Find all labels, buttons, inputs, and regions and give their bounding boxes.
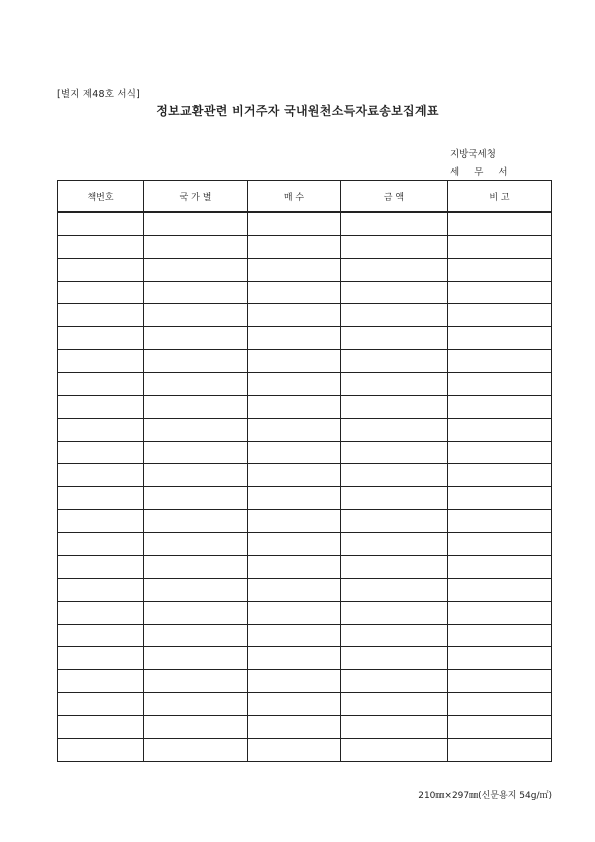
cell-country[interactable] (144, 670, 248, 693)
cell-amount[interactable] (341, 578, 448, 601)
cell-country[interactable] (144, 395, 248, 418)
cell-remarks[interactable] (448, 738, 552, 761)
cell-amount[interactable] (341, 715, 448, 738)
cell-amount[interactable] (341, 327, 448, 350)
cell-sheet-count[interactable] (248, 487, 341, 510)
cell-remarks[interactable] (448, 373, 552, 396)
table-row (58, 418, 552, 441)
cell-book-number[interactable] (58, 327, 144, 350)
table-body (58, 212, 552, 762)
cell-book-number[interactable] (58, 578, 144, 601)
table-row (58, 212, 552, 235)
cell-remarks[interactable] (448, 441, 552, 464)
cell-sheet-count[interactable] (248, 212, 341, 235)
cell-amount[interactable] (341, 670, 448, 693)
cell-country[interactable] (144, 738, 248, 761)
cell-remarks[interactable] (448, 601, 552, 624)
tax-office-label: 세 무 서 (450, 167, 514, 178)
table-row (58, 693, 552, 716)
cell-sheet-count[interactable] (248, 350, 341, 373)
cell-sheet-count[interactable] (248, 418, 341, 441)
cell-country[interactable] (144, 555, 248, 578)
cell-remarks[interactable] (448, 418, 552, 441)
cell-country[interactable] (144, 418, 248, 441)
cell-country[interactable] (144, 441, 248, 464)
table-row (58, 738, 552, 761)
cell-sheet-count[interactable] (248, 281, 341, 304)
cell-amount[interactable] (341, 555, 448, 578)
cell-remarks[interactable] (448, 258, 552, 281)
table-header-row (58, 181, 552, 213)
table-row (58, 281, 552, 304)
cell-amount[interactable] (341, 212, 448, 235)
table-row (58, 601, 552, 624)
header-remarks: 비 고 (448, 181, 552, 213)
cell-country[interactable] (144, 693, 248, 716)
cell-country[interactable] (144, 533, 248, 556)
cell-country[interactable] (144, 510, 248, 533)
paper-size-note: 210㎜×297㎜(신문용지 54g/㎡) (418, 791, 552, 801)
cell-remarks[interactable] (448, 464, 552, 487)
cell-amount[interactable] (341, 350, 448, 373)
cell-country[interactable] (144, 258, 248, 281)
cell-remarks[interactable] (448, 212, 552, 235)
cell-country[interactable] (144, 235, 248, 258)
table-row (58, 235, 552, 258)
cell-remarks[interactable] (448, 235, 552, 258)
cell-sheet-count[interactable] (248, 327, 341, 350)
cell-country[interactable] (144, 350, 248, 373)
table-row (58, 304, 552, 327)
cell-country[interactable] (144, 715, 248, 738)
cell-amount[interactable] (341, 281, 448, 304)
cell-amount[interactable] (341, 624, 448, 647)
cell-sheet-count[interactable] (248, 510, 341, 533)
cell-book-number[interactable] (58, 441, 144, 464)
cell-country[interactable] (144, 624, 248, 647)
table-row (58, 624, 552, 647)
cell-sheet-count[interactable] (248, 395, 341, 418)
cell-remarks[interactable] (448, 693, 552, 716)
cell-book-number[interactable] (58, 693, 144, 716)
cell-sheet-count[interactable] (248, 533, 341, 556)
cell-remarks[interactable] (448, 715, 552, 738)
cell-sheet-count[interactable] (248, 670, 341, 693)
header-country: 국 가 별 (144, 181, 248, 213)
cell-book-number[interactable] (58, 418, 144, 441)
cell-remarks[interactable] (448, 670, 552, 693)
cell-book-number[interactable] (58, 212, 144, 235)
cell-sheet-count[interactable] (248, 738, 341, 761)
cell-sheet-count[interactable] (248, 647, 341, 670)
cell-remarks[interactable] (448, 510, 552, 533)
cell-remarks[interactable] (448, 624, 552, 647)
cell-book-number[interactable] (58, 624, 144, 647)
cell-book-number[interactable] (58, 738, 144, 761)
cell-country[interactable] (144, 281, 248, 304)
cell-amount[interactable] (341, 601, 448, 624)
cell-remarks[interactable] (448, 327, 552, 350)
cell-amount[interactable] (341, 258, 448, 281)
cell-amount[interactable] (341, 373, 448, 396)
cell-sheet-count[interactable] (248, 624, 341, 647)
table-row (58, 510, 552, 533)
cell-amount[interactable] (341, 510, 448, 533)
cell-sheet-count[interactable] (248, 373, 341, 396)
cell-remarks[interactable] (448, 647, 552, 670)
form-number-label: [별지 제48호 서식] (57, 89, 141, 100)
cell-sheet-count[interactable] (248, 715, 341, 738)
table-row (58, 464, 552, 487)
cell-sheet-count[interactable] (248, 555, 341, 578)
cell-country[interactable] (144, 464, 248, 487)
cell-book-number[interactable] (58, 647, 144, 670)
cell-sheet-count[interactable] (248, 578, 341, 601)
table-row (58, 327, 552, 350)
cell-country[interactable] (144, 601, 248, 624)
table-row (58, 647, 552, 670)
cell-remarks[interactable] (448, 487, 552, 510)
cell-remarks[interactable] (448, 304, 552, 327)
cell-book-number[interactable] (58, 350, 144, 373)
cell-book-number[interactable] (58, 304, 144, 327)
table-row (58, 373, 552, 396)
cell-amount[interactable] (341, 464, 448, 487)
cell-amount[interactable] (341, 395, 448, 418)
header-amount: 금 액 (341, 181, 448, 213)
cell-country[interactable] (144, 487, 248, 510)
table-row (58, 441, 552, 464)
form-title: 정보교환관련 비거주자 국내원천소득자료송보집계표 (156, 104, 439, 118)
cell-amount[interactable] (341, 647, 448, 670)
cell-amount[interactable] (341, 738, 448, 761)
header-sheet-count: 매 수 (248, 181, 341, 213)
header-book-number: 책번호 (58, 181, 144, 213)
cell-book-number[interactable] (58, 510, 144, 533)
cell-book-number[interactable] (58, 670, 144, 693)
cell-book-number[interactable] (58, 487, 144, 510)
cell-book-number[interactable] (58, 715, 144, 738)
table-row (58, 533, 552, 556)
cell-remarks[interactable] (448, 281, 552, 304)
summary-table (57, 180, 552, 762)
cell-book-number[interactable] (58, 464, 144, 487)
cell-sheet-count[interactable] (248, 601, 341, 624)
table-row (58, 578, 552, 601)
cell-remarks[interactable] (448, 395, 552, 418)
table-row (58, 670, 552, 693)
cell-amount[interactable] (341, 487, 448, 510)
table-row (58, 487, 552, 510)
cell-country[interactable] (144, 304, 248, 327)
cell-sheet-count[interactable] (248, 258, 341, 281)
cell-book-number[interactable] (58, 281, 144, 304)
table-row (58, 715, 552, 738)
cell-amount[interactable] (341, 693, 448, 716)
cell-amount[interactable] (341, 304, 448, 327)
cell-book-number[interactable] (58, 601, 144, 624)
cell-book-number[interactable] (58, 533, 144, 556)
table-row (58, 258, 552, 281)
cell-remarks[interactable] (448, 578, 552, 601)
cell-book-number[interactable] (58, 555, 144, 578)
cell-sheet-count[interactable] (248, 235, 341, 258)
cell-book-number[interactable] (58, 373, 144, 396)
cell-amount[interactable] (341, 418, 448, 441)
cell-amount[interactable] (341, 441, 448, 464)
cell-book-number[interactable] (58, 235, 144, 258)
cell-sheet-count[interactable] (248, 441, 341, 464)
cell-country[interactable] (144, 578, 248, 601)
cell-amount[interactable] (341, 533, 448, 556)
cell-remarks[interactable] (448, 350, 552, 373)
cell-amount[interactable] (341, 235, 448, 258)
regional-tax-office-label: 지방국세청 (450, 149, 496, 160)
cell-book-number[interactable] (58, 258, 144, 281)
table-row (58, 350, 552, 373)
cell-country[interactable] (144, 647, 248, 670)
cell-country[interactable] (144, 212, 248, 235)
cell-remarks[interactable] (448, 555, 552, 578)
cell-remarks[interactable] (448, 533, 552, 556)
table-row (58, 555, 552, 578)
cell-sheet-count[interactable] (248, 693, 341, 716)
cell-country[interactable] (144, 327, 248, 350)
cell-book-number[interactable] (58, 395, 144, 418)
cell-sheet-count[interactable] (248, 464, 341, 487)
cell-country[interactable] (144, 373, 248, 396)
table-row (58, 395, 552, 418)
cell-sheet-count[interactable] (248, 304, 341, 327)
